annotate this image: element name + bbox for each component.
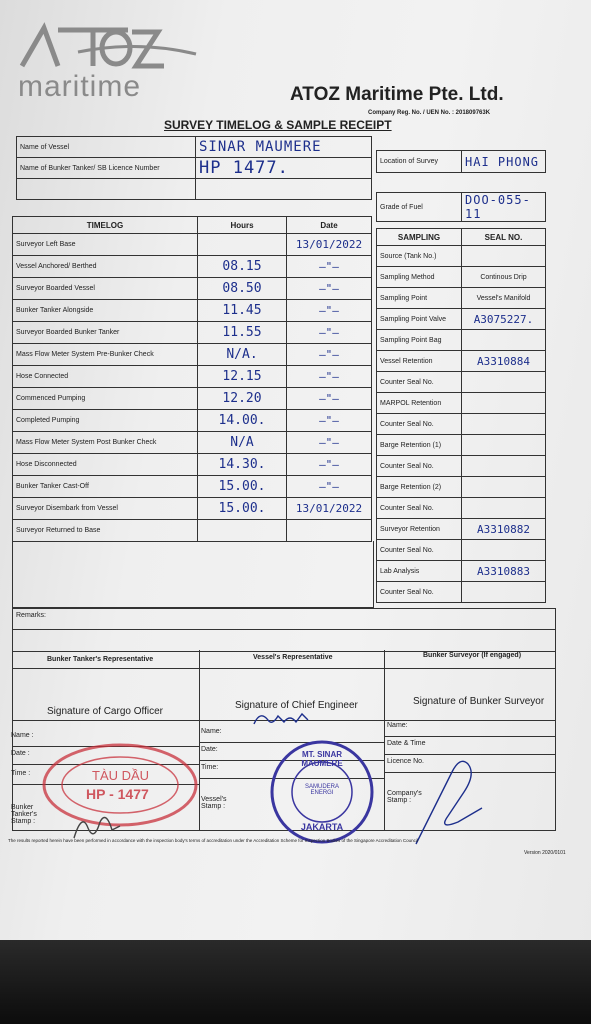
timelog-row <box>13 366 372 388</box>
sampling-seal <box>462 414 546 435</box>
sampling-seal <box>462 372 546 393</box>
timelog-date: —"— <box>287 278 372 300</box>
timelog-date <box>287 520 372 542</box>
sampling-label: Counter Seal No. <box>377 372 462 393</box>
sampling-seal: A3310883 <box>462 561 546 582</box>
sampling-row <box>377 561 546 582</box>
sampling-seal <box>462 393 546 414</box>
timelog-row <box>13 256 372 278</box>
timelog-label: Completed Pumping <box>13 410 198 432</box>
sampling-seal <box>462 330 546 351</box>
vessel-stamp <box>268 738 376 846</box>
sampling-row <box>377 309 546 330</box>
timelog-date: —"— <box>287 476 372 498</box>
timelog-hours: 08.50 <box>198 278 287 300</box>
sampling-row <box>377 351 546 372</box>
timelog-label: Bunker Tanker Alongside <box>13 300 198 322</box>
divider <box>384 650 385 830</box>
timelog-label: Mass Flow Meter System Post Bunker Check <box>13 432 198 454</box>
timelog-hours: 14.00. <box>198 410 287 432</box>
name-field-3: Name: <box>387 722 408 729</box>
timelog-hours: N/A <box>198 432 287 454</box>
hours-header: Hours <box>198 217 287 234</box>
blank-cell <box>196 179 372 200</box>
tanker-label: Name of Bunker Tanker/ SB Licence Number <box>17 158 196 179</box>
timelog-row <box>13 234 372 256</box>
time-field-2: Time: <box>201 764 219 771</box>
sampling-label: MARPOL Retention <box>377 393 462 414</box>
timelog-label: Mass Flow Meter System Pre-Bunker Check <box>13 344 198 366</box>
timelog-row <box>13 322 372 344</box>
timelog-row <box>13 498 372 520</box>
timelog-label: Vessel Anchored/ Berthed <box>13 256 198 278</box>
timelog-header: TIMELOG <box>13 217 198 234</box>
sampling-seal <box>462 435 546 456</box>
sampling-label: Surveyor Retention <box>377 519 462 540</box>
timelog-label: Commenced Pumping <box>13 388 198 410</box>
vessel-name-value: SINAR MAUMERE <box>196 137 372 158</box>
sampling-seal: Vessel's Manifold <box>462 288 546 309</box>
sampling-row <box>377 288 546 309</box>
sampling-header: SAMPLING <box>377 229 462 246</box>
sampling-row <box>377 498 546 519</box>
footer-note: The results reported herein have been performed in accordance with the inspection body's terms of accreditation under the Accreditation Scheme for Inspection Bodies of the Singapore Accreditation Council <box>8 838 418 843</box>
sampling-seal <box>462 477 546 498</box>
sampling-label: Sampling Point Bag <box>377 330 462 351</box>
sampling-row <box>377 519 546 540</box>
sampling-row <box>377 435 546 456</box>
sampling-label: Counter Seal No. <box>377 540 462 561</box>
company-name: ATOZ Maritime Pte. Ltd. <box>290 84 504 105</box>
remarks-label: Remarks: <box>16 612 46 619</box>
sampling-seal <box>462 582 546 603</box>
date-field-2: Date: <box>201 746 218 753</box>
sampling-row <box>377 246 546 267</box>
sampling-row <box>377 456 546 477</box>
remarks-line <box>13 629 555 630</box>
sampling-label: Lab Analysis <box>377 561 462 582</box>
datetime-field: Date & Time <box>387 740 426 747</box>
name-field-2: Name: <box>201 728 222 735</box>
vessel-name-label: Name of Vessel <box>17 137 196 158</box>
sampling-label: Sampling Point <box>377 288 462 309</box>
timelog-date: —"— <box>287 388 372 410</box>
timelog-hours: 15.00. <box>198 476 287 498</box>
timelog-label: Hose Disconnected <box>13 454 198 476</box>
sampling-row <box>377 330 546 351</box>
footer-version: Version 2020/0101 <box>524 850 566 856</box>
timelog-date: —"— <box>287 300 372 322</box>
timelog-hours: 12.15 <box>198 366 287 388</box>
sampling-row <box>377 372 546 393</box>
timelog-row <box>13 278 372 300</box>
sampling-row <box>377 393 546 414</box>
divider <box>384 736 555 737</box>
timelog-date: —"— <box>287 344 372 366</box>
logo-subtitle: maritime <box>18 70 142 103</box>
background-shadow <box>0 940 591 1024</box>
timelog-row <box>13 520 372 542</box>
chief-engineer-signature <box>250 708 320 732</box>
timelog-hours: 11.45 <box>198 300 287 322</box>
sampling-row <box>377 582 546 603</box>
sampling-row <box>377 267 546 288</box>
timelog-date: —"— <box>287 432 372 454</box>
surveyor-signature-label: Signature of Bunker Surveyor <box>413 696 545 707</box>
sampling-seal <box>462 540 546 561</box>
timelog-date: —"— <box>287 366 372 388</box>
blue-stamp-ring: MT. SINAR MAUMERE <box>301 750 343 768</box>
timelog-date: 13/01/2022 <box>287 234 372 256</box>
company-stamp-field: Company's Stamp : <box>387 790 422 804</box>
timelog-row <box>13 300 372 322</box>
timelog-hours: N/A. <box>198 344 287 366</box>
red-stamp-line1: TÀU DẦU <box>92 768 150 783</box>
chief-signature-label: Signature of Chief Engineer <box>235 700 358 711</box>
sampling-label: Sampling Point Valve <box>377 309 462 330</box>
location-value: HAI PHONG <box>462 151 546 173</box>
timelog-label: Hose Connected <box>13 366 198 388</box>
document-title: SURVEY TIMELOG & SAMPLE RECEIPT <box>164 118 392 132</box>
timelog-hours: 15.00. <box>198 498 287 520</box>
sampling-row <box>377 414 546 435</box>
timelog-row <box>13 432 372 454</box>
sampling-seal: A3310884 <box>462 351 546 372</box>
sampling-label: Counter Seal No. <box>377 582 462 603</box>
licence-field: Licence No. <box>387 758 424 765</box>
timelog-row <box>13 454 372 476</box>
blue-stamp-center: SAMUDERA ENERGI <box>304 784 339 796</box>
location-label: Location of Survey <box>377 151 462 173</box>
timelog-date: —"— <box>287 454 372 476</box>
sampling-label: Sampling Method <box>377 267 462 288</box>
vessel-rep-label: Vessel's Representative <box>253 654 333 661</box>
name-field: Name : <box>11 732 34 739</box>
tanker-value: HP 1477. <box>196 158 372 179</box>
timelog-label: Surveyor Boarded Vessel <box>13 278 198 300</box>
timelog-label: Surveyor Returned to Base <box>13 520 198 542</box>
timelog-date: —"— <box>287 410 372 432</box>
company-logo <box>18 22 198 108</box>
timelog-label: Surveyor Boarded Bunker Tanker <box>13 322 198 344</box>
grade-label: Grade of Fuel <box>377 193 462 222</box>
timelog-table <box>12 216 372 542</box>
timelog-hours: 08.15 <box>198 256 287 278</box>
seal-header: SEAL NO. <box>462 229 546 246</box>
timelog-hours: 14.30. <box>198 454 287 476</box>
sampling-label: Barge Retention (1) <box>377 435 462 456</box>
divider <box>13 668 555 669</box>
remarks-box <box>12 608 556 652</box>
blue-stamp-bottom: JAKARTA <box>300 822 344 832</box>
sampling-label: Counter Seal No. <box>377 456 462 477</box>
time-field: Time : <box>11 770 31 777</box>
grade-table <box>376 192 546 222</box>
sampling-seal <box>462 456 546 477</box>
sampling-row <box>377 477 546 498</box>
timelog-date: —"— <box>287 256 372 278</box>
vessel-stamp-field: Vessel's Stamp : <box>201 796 227 810</box>
company-reg: Company Reg. No. / UEN No. : 201809763K <box>368 110 491 116</box>
surveyor-rep-label: Bunker Surveyor (If engaged) <box>423 652 522 659</box>
sampling-label: Counter Seal No. <box>377 498 462 519</box>
timelog-hours: 12.20 <box>198 388 287 410</box>
timelog-row <box>13 410 372 432</box>
sampling-seal: A3310882 <box>462 519 546 540</box>
sampling-seal: A3075227. <box>462 309 546 330</box>
sampling-seal: Continous Drip <box>462 267 546 288</box>
date-field: Date : <box>11 750 30 757</box>
cargo-signature-label: Signature of Cargo Officer <box>47 706 163 717</box>
bunker-stamp-field: Bunker Tanker's Stamp : <box>11 804 37 825</box>
date-header: Date <box>287 217 372 234</box>
sampling-label: Counter Seal No. <box>377 414 462 435</box>
timelog-hours <box>198 234 287 256</box>
timelog-date: —"— <box>287 322 372 344</box>
timelog-row <box>13 388 372 410</box>
timelog-label: Surveyor Left Base <box>13 234 198 256</box>
timelog-label: Bunker Tanker Cast-Off <box>13 476 198 498</box>
blank-cell <box>17 179 196 200</box>
vessel-info-table <box>16 136 372 200</box>
timelog-hours <box>198 520 287 542</box>
sampling-label: Barge Retention (2) <box>377 477 462 498</box>
bunker-rep-label: Bunker Tanker's Representative <box>47 656 154 663</box>
sampling-seal <box>462 498 546 519</box>
timelog-row <box>13 344 372 366</box>
timelog-blank-area <box>12 541 374 608</box>
location-table <box>376 150 546 173</box>
surveyor-signature <box>408 752 488 848</box>
sampling-label: Vessel Retention <box>377 351 462 372</box>
sampling-table <box>376 228 546 603</box>
timelog-row <box>13 476 372 498</box>
sampling-row <box>377 540 546 561</box>
timelog-label: Surveyor Disembark from Vessel <box>13 498 198 520</box>
red-stamp-line2: HP - 1477 <box>86 786 149 802</box>
timelog-hours: 11.55 <box>198 322 287 344</box>
sampling-label: Source (Tank No.) <box>377 246 462 267</box>
timelog-date: 13/01/2022 <box>287 498 372 520</box>
grade-value: DOO-055-11 <box>462 193 546 222</box>
sampling-seal <box>462 246 546 267</box>
